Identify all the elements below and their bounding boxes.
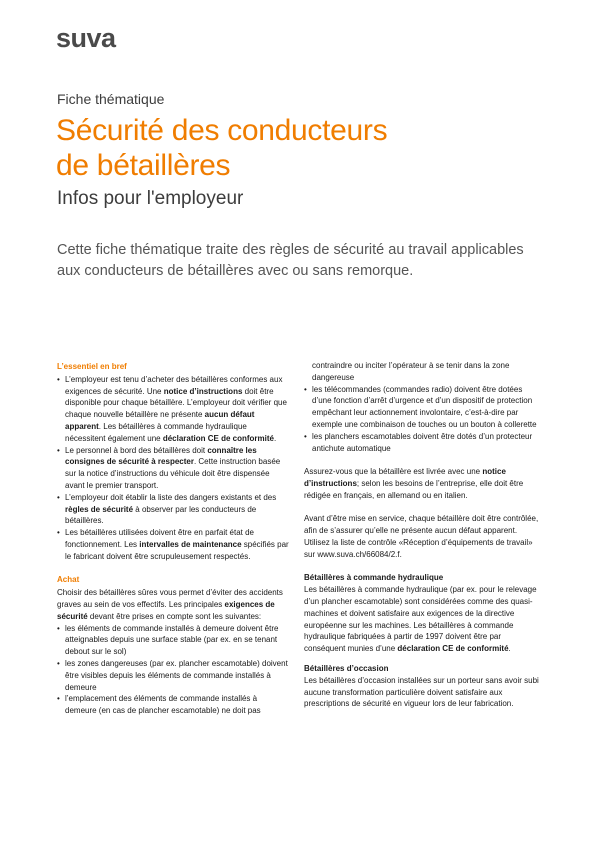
hydraulique-heading: Bétaillères à commande hydraulique (304, 573, 444, 583)
achat-item: • les éléments de commande installés à demeure doivent être atteignables depuis une surface stable (par ex. en se tenant debout sur le sol) (57, 623, 289, 658)
document-type: Fiche thématique (57, 91, 165, 107)
occasion-paragraph: Les bétaillères d’occasion installées sur un porteur sans avoir subi aucune transformation particulière doivent satisfaire aux prescriptions de sécurité en vigueur lors de leur fabrication. (304, 675, 539, 709)
achat-item: • l’emplacement des éléments de commande installés à demeure (en cas de plancher escamotable) ne doit pas (57, 693, 289, 717)
essentiel-item: • L’employeur est tenu d’acheter des bétaillères conformes aux exigences de sécurité. Une notice d’instructions doit être disponible pour chaque bétaillère. L’employeur doit vérifier que chaque nouvelle bétaillère ne présente aucun défaut apparent. Les bétaillères à commande hydraulique nécessitent également une déclaration CE de conformité. (57, 374, 289, 445)
essentiel-item: • L’employeur doit établir la liste des dangers existants et des règles de sécurité à observer par les conducteurs de bétaillères. (57, 492, 289, 527)
suva-logo: suva (56, 23, 116, 53)
achat-item: • les télécommandes (commandes radio) doivent être dotées d’une fonction d’arrêt d’urgence et d’un dispositif de protection empêchant leur actionnement involontaire, c’est-à-dire par exemple une combinaison de touches ou un bouton à collerette (304, 384, 540, 431)
achat-intro: Choisir des bétaillères sûres vous permet d’éviter des accidents graves au sein de vos effectifs. Les principales exigences de sécurité devant être prises en compte sont les suivantes: (57, 588, 283, 621)
page-title (56, 113, 536, 183)
page-title-line-2: de bétaillères (56, 149, 231, 182)
achat-list-continued (304, 360, 540, 454)
essentiel-list (57, 374, 289, 563)
essentiel-item: • Les bétaillères utilisées doivent être en parfait état de fonctionnement. Les intervalles de maintenance spécifiés par le fabricant doivent être scrupuleusement respectés. (57, 527, 289, 562)
essentiel-heading: L’essentiel en bref (57, 362, 127, 371)
lead-paragraph: Cette fiche thématique traite des règles de sécurité au travail applicables aux conducteurs de bétaillères avec ou sans remorque. (57, 242, 524, 279)
left-column (57, 361, 289, 717)
page-subtitle: Infos pour l'employeur (57, 188, 244, 209)
essentiel-item: • Le personnel à bord des bétaillères doit connaître les consignes de sécurité à respecter. Cette instruction basée sur la notice d’instructions du véhicule doit être dispensée avant le premier transport. (57, 445, 289, 492)
achat-item: • les zones dangereuses (par ex. plancher escamotable) doivent être visibles depuis les éléments de commande installés à demeure (57, 658, 289, 693)
achat-item: • les planchers escamotables doivent être dotés d’un protecteur antichute automatique (304, 431, 540, 455)
inspection-paragraph: Avant d’être mise en service, chaque bétaillère doit être contrôlée, afin de s’assurer qu’elle ne présente aucun défaut apparent. Utilisez la liste de contrôle «Réception d’équipements de travail» sur www.suva.ch/66084/2.f. (304, 514, 539, 559)
right-column (304, 360, 540, 710)
page-title-line-1: Sécurité des conducteurs (56, 114, 388, 147)
hydraulique-paragraph: Les bétaillères à commande hydraulique (par ex. pour le relevage d’un plancher escamotable) sont considérées comme des quasi-machines et doivent satisfaire aux exigences de la directive européenne sur les machines. Les bétaillères à commande hydraulique fabriquées à partir de 1997 doivent être par conséquent munies d’une déclaration CE de conformité. (304, 585, 537, 654)
achat-heading: Achat (57, 575, 80, 585)
achat-item-continued: contraindre ou inciter l’opérateur à se tenir dans la zone dangereuse (312, 361, 510, 382)
achat-list (57, 623, 289, 717)
instructions-paragraph: Assurez-vous que la bétaillère est livrée avec une notice d’instructions; selon les besoins de l’entreprise, elle doit être rédigée en français, en allemand ou en italien. (304, 467, 524, 500)
occasion-heading: Bétaillères d’occasion (304, 663, 389, 673)
